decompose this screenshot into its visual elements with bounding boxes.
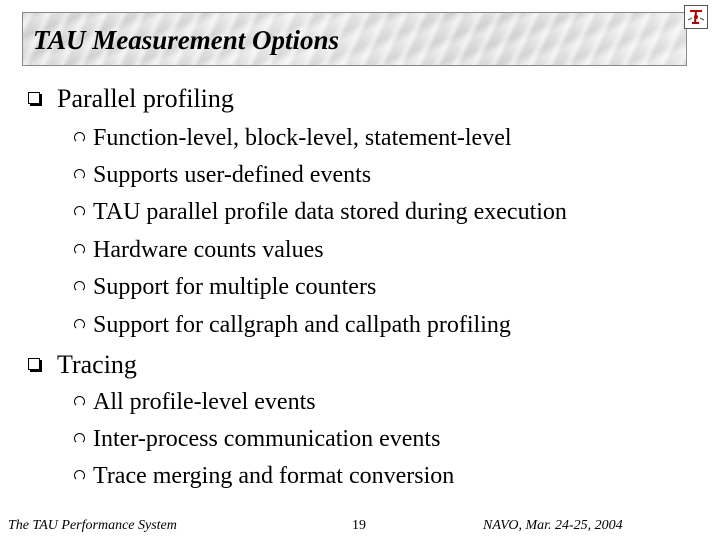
page-number: 19 <box>352 518 366 533</box>
sub-bullet <box>74 463 454 490</box>
sub-bullet <box>74 162 371 189</box>
arc-bullet-icon <box>74 470 85 481</box>
arc-bullet-icon <box>74 169 85 180</box>
square-bullet-icon <box>28 92 40 104</box>
sub-bullet <box>74 199 567 226</box>
footer-right: NAVO, Mar. 24-25, 2004 <box>483 518 623 533</box>
sub-bullet-text: Inter-process communication events <box>93 426 441 452</box>
arc-bullet-icon <box>74 244 85 255</box>
bullet-text: Tracing <box>57 350 137 379</box>
arc-bullet-icon <box>74 281 85 292</box>
sub-bullet-text: Support for callgraph and callpath profiling <box>93 312 511 338</box>
sub-bullet-text: All profile-level events <box>93 389 316 415</box>
arc-bullet-icon <box>74 206 85 217</box>
slide-title: TAU Measurement Options <box>33 25 340 55</box>
arc-bullet-icon <box>74 433 85 444</box>
sub-bullet <box>74 389 316 416</box>
arc-bullet-icon <box>74 319 85 330</box>
sub-bullet-text: Trace merging and format conversion <box>93 463 455 489</box>
sub-bullet <box>74 312 511 339</box>
bullet-parallel-profiling <box>28 84 234 114</box>
sub-bullet <box>74 125 512 152</box>
sub-bullet <box>74 426 440 453</box>
sub-bullet-text: Support for multiple counters <box>93 274 377 300</box>
sub-bullet <box>74 274 376 301</box>
square-bullet-icon <box>28 358 40 370</box>
sub-bullet-text: Supports user-defined events <box>93 162 372 188</box>
bullet-tracing <box>28 350 137 380</box>
bullet-text: Parallel profiling <box>57 84 234 113</box>
sub-bullet-text: Function-level, block-level, statement-level <box>93 125 512 151</box>
sub-bullet-text: Hardware counts values <box>93 237 324 263</box>
sub-bullet <box>74 237 324 264</box>
title-bar <box>22 12 687 66</box>
tau-logo-icon <box>684 5 708 29</box>
arc-bullet-icon <box>74 396 85 407</box>
footer-left: The TAU Performance System <box>8 518 177 533</box>
arc-bullet-icon <box>74 132 85 143</box>
sub-bullet-text: TAU parallel profile data stored during execution <box>93 199 567 225</box>
